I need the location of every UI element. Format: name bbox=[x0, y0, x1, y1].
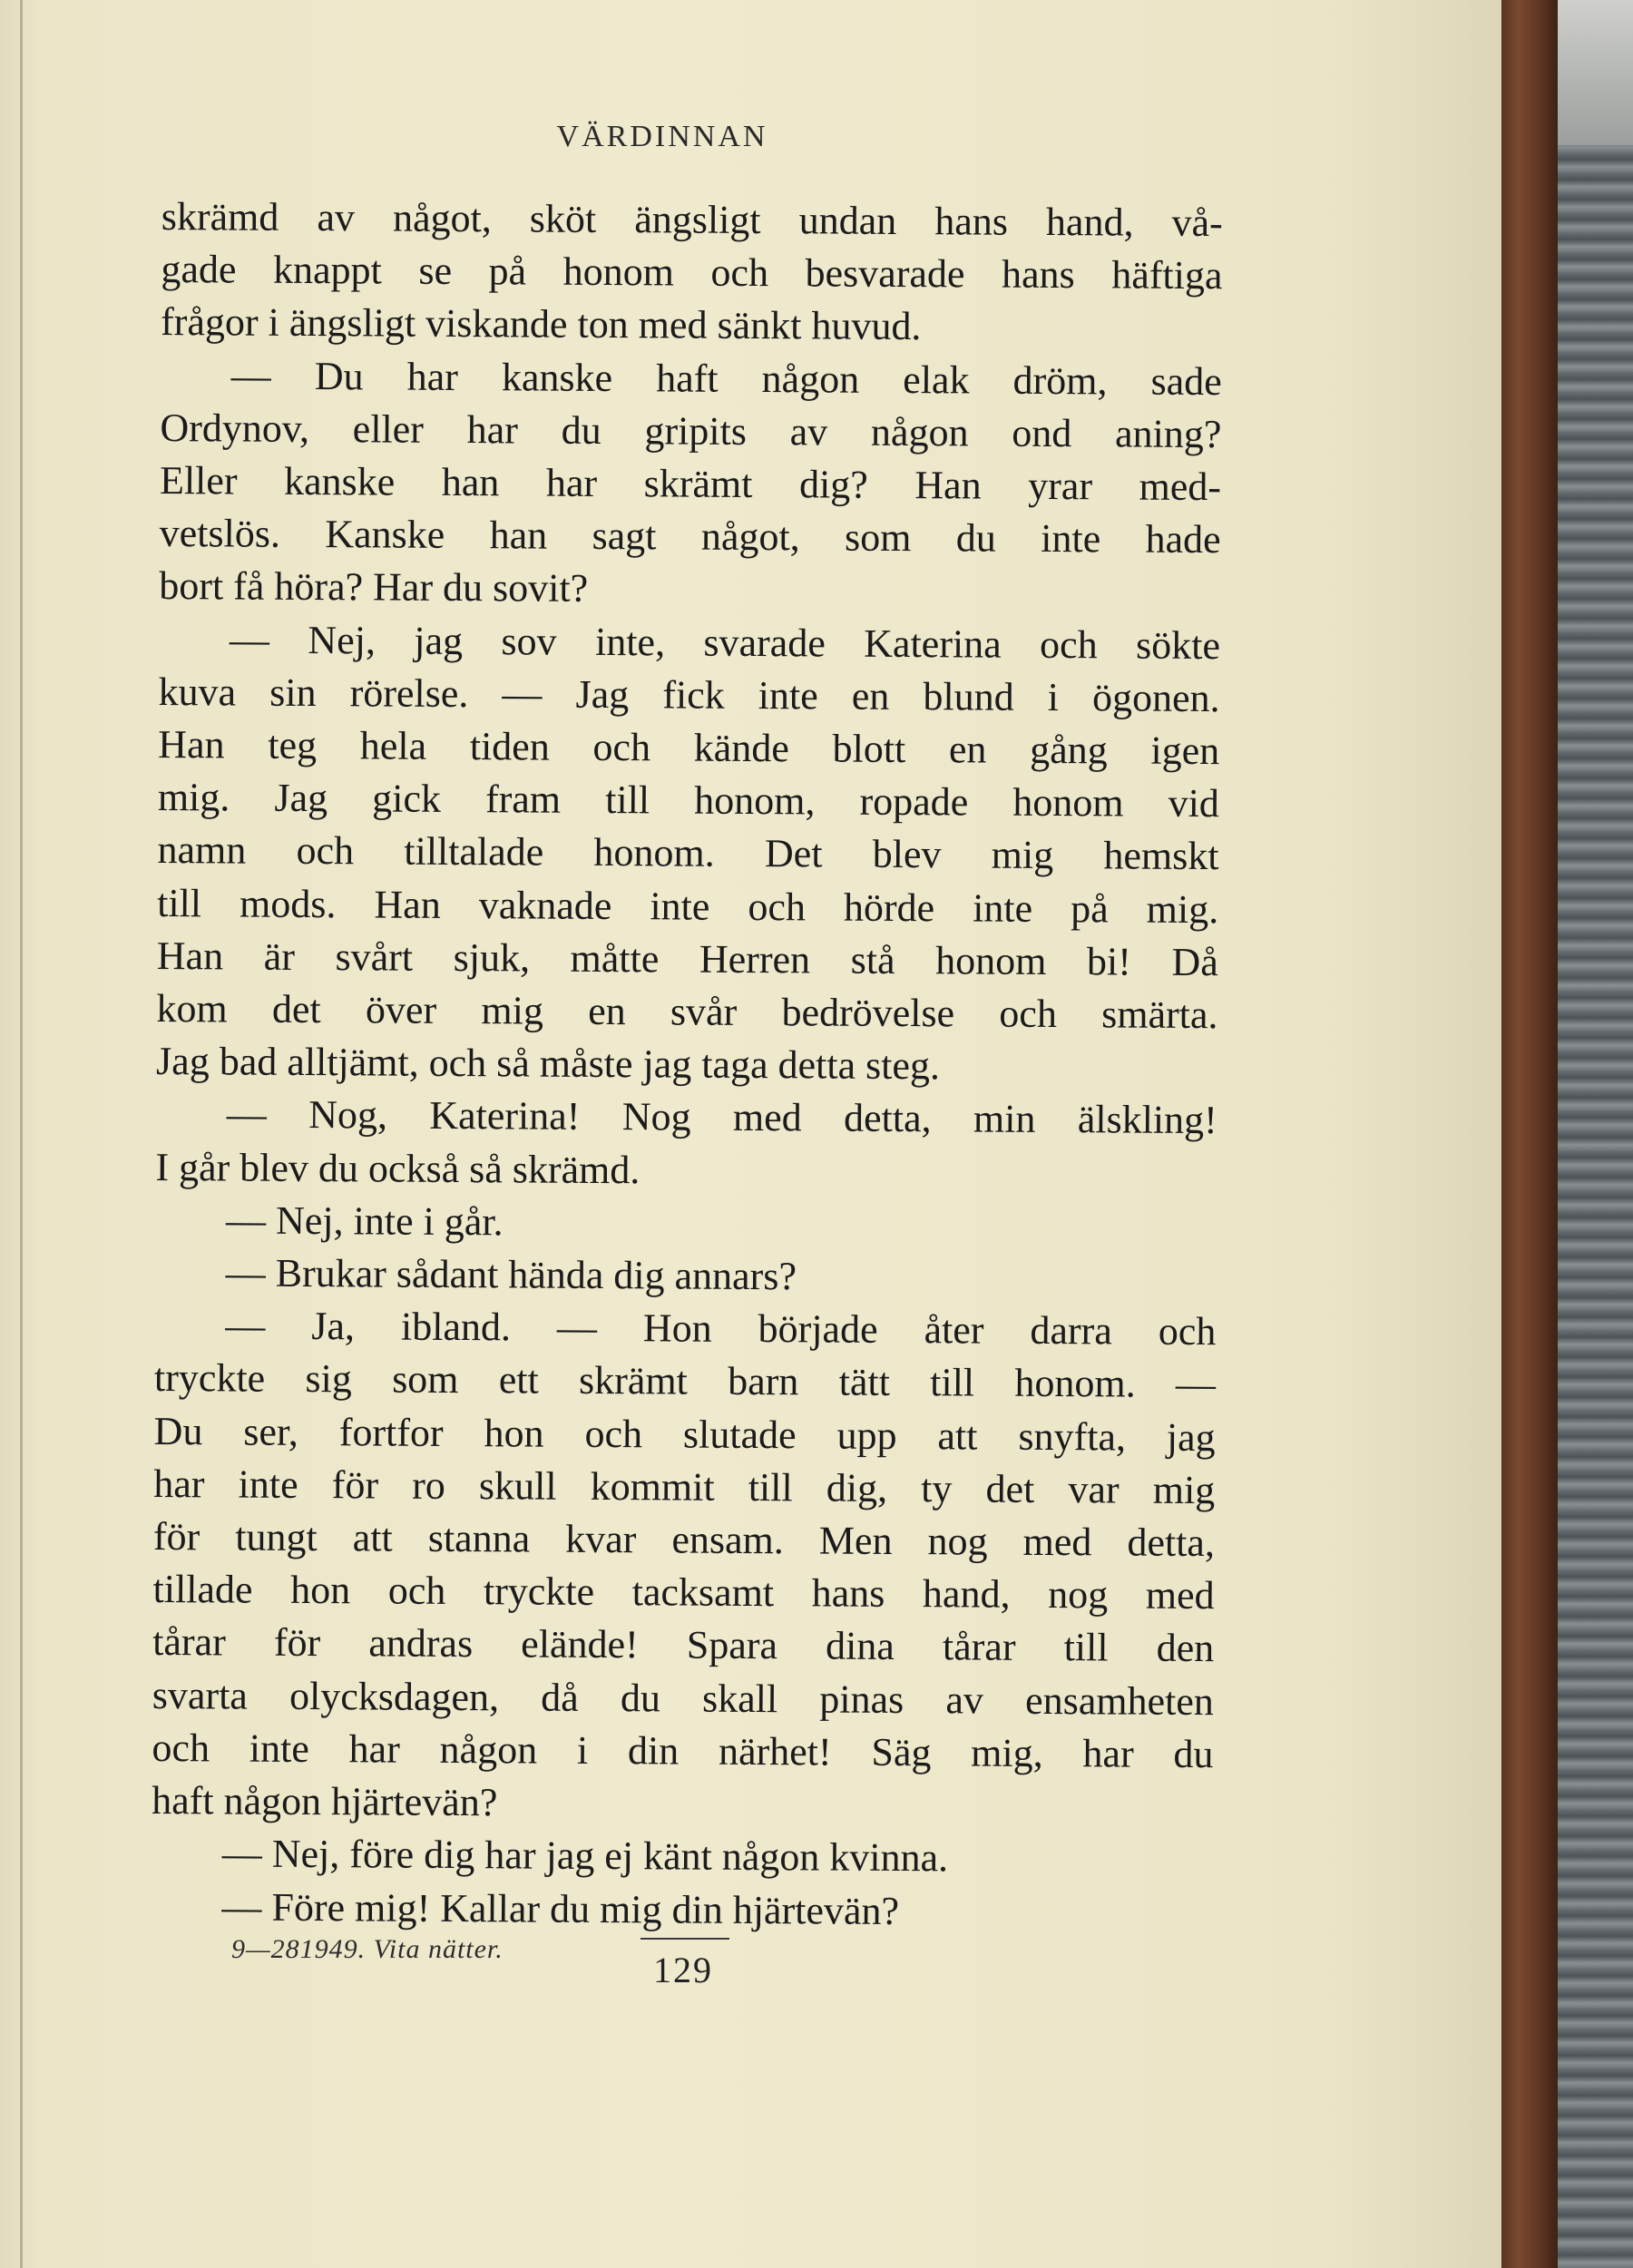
text-line: till mods. Han vaknade inte och hörde inte på mig. bbox=[157, 880, 1219, 932]
text-line: och inte har någon i din närhet! Säg mig, har du bbox=[152, 1725, 1214, 1777]
page-edge bbox=[20, 0, 23, 2268]
text-line: — Brukar sådant hända dig annars? bbox=[225, 1250, 797, 1299]
running-head: VÄRDINNAN bbox=[556, 120, 768, 153]
text-line: — Före mig! Kallar du mig din hjärtevän? bbox=[221, 1883, 900, 1933]
text-line: mig. Jag gick fram till honom, ropade honom vid bbox=[157, 775, 1220, 826]
text-line: namn och tilltalade honom. Det blev mig hemskt bbox=[157, 827, 1219, 879]
text-line: för tungt att stanna kvar ensam. Men nog med detta, bbox=[152, 1514, 1216, 1566]
text-line: Han teg hela tiden och kände blott en gång igen bbox=[158, 722, 1220, 774]
footer-signature: 9—281949. Vita nätter. bbox=[231, 1934, 504, 1964]
text-line: har inte för ro skull kommit till dig, ty det var mig bbox=[153, 1461, 1216, 1512]
text-line: vetslös. Kanske han sagt något, som du inte hade bbox=[159, 511, 1221, 562]
text-line: Jag bad alltjämt, och så måste jag taga detta steg. bbox=[155, 1039, 941, 1089]
text-line: bort få höra? Har du sovit? bbox=[159, 563, 589, 611]
text-line: skrämd av något, sköt ängsligt undan hans hand, vå- bbox=[161, 193, 1223, 246]
background-surface bbox=[1558, 0, 1633, 145]
text-line: frågor i ängsligt viskande ton med sänkt huvud. bbox=[160, 299, 922, 349]
body-text bbox=[151, 191, 1223, 1940]
text-line: svarta olycksdagen, då du skall pinas av ensamheten bbox=[152, 1672, 1214, 1724]
text-line: — Ja, ibland. — Hon började åter darra och bbox=[225, 1303, 1217, 1354]
text-line: kuva sin rörelse. — Jag fick inte en blund i ögonen. bbox=[158, 669, 1220, 720]
text-line: tryckte sig som ett skrämt barn tätt till honom. — bbox=[153, 1355, 1217, 1407]
text-line: — Nej, inte i går. bbox=[225, 1198, 504, 1245]
text-line: Ordynov, eller har du gripits av någon ond aning? bbox=[160, 405, 1222, 456]
text-line: kom det över mig en svår bedrövelse och smärta. bbox=[156, 986, 1218, 1038]
text-line: — Nej, jag sov inte, svarade Katerina och sökte bbox=[229, 617, 1221, 668]
book-binding bbox=[1501, 0, 1558, 2268]
text-line: tårar för andras elände! Spara dina tårar till den bbox=[152, 1619, 1215, 1671]
page-number: 129 bbox=[653, 1950, 713, 1990]
book-cover-edge bbox=[1558, 0, 1633, 2268]
text-line: Han är svårt sjuk, måtte Herren stå honom bi! Då bbox=[156, 933, 1218, 984]
footer-rule bbox=[640, 1938, 729, 1940]
text-line: gade knappt se på honom och besvarade hans häftiga bbox=[161, 247, 1223, 298]
text-line: — Du har kanske haft någon elak dröm, sade bbox=[230, 353, 1222, 404]
text-line: Eller kanske han har skrämt dig? Han yrar med- bbox=[159, 458, 1222, 510]
text-line: — Nej, före dig har jag ej känt någon kvinna. bbox=[221, 1831, 949, 1881]
text-line: Du ser, fortfor hon och slutade upp att snyfta, jag bbox=[153, 1408, 1216, 1460]
text-line: I går blev du också så skrämd. bbox=[155, 1144, 640, 1192]
text-line: haft någon hjärtevän? bbox=[152, 1778, 498, 1825]
text-line: tillade hon och tryckte tacksamt hans hand, nog med bbox=[152, 1567, 1215, 1618]
text-line: — Nog, Katerina! Nog med detta, min älskling! bbox=[226, 1091, 1217, 1143]
